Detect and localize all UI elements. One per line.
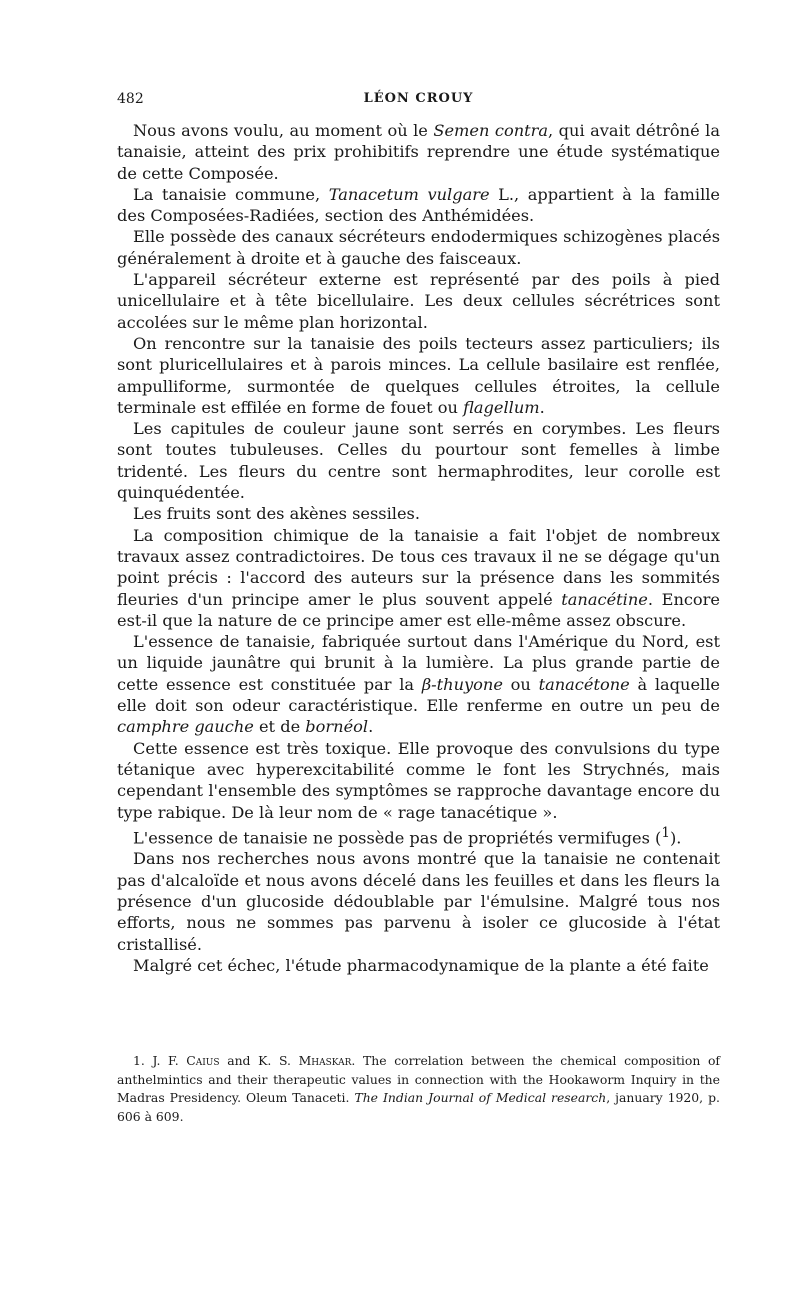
text-run: 1. J. F.	[133, 1053, 187, 1068]
text-run: Les capitules de couleur jaune sont serrés en corymbes. Les fleurs sont toutes tubuleuses. Celles du pourtour sont femelles à limbe tridenté. Les fleurs du centre sont hermaphrodites, leur corolle est quinquédentée.	[117, 419, 720, 503]
paragraph	[117, 269, 720, 333]
paragraph	[117, 631, 720, 737]
text-run: Nous avons voulu, au moment où le	[133, 121, 434, 140]
paragraph	[117, 955, 720, 976]
text-run: L., appartient à la famille des Composées-Radiées, section des Anthémidées.	[117, 184, 720, 226]
footnotes	[117, 1052, 720, 1127]
text-run: L'appareil sécréteur externe est représenté par des poils à pied unicellulaire et à tête bicellulaire. Les deux cellules sécrétrices sont accolées sur le même plan horizontal.	[117, 270, 720, 332]
paragraph	[117, 525, 720, 631]
text-run: ).	[669, 828, 682, 848]
paragraph	[117, 738, 720, 823]
footnote	[117, 1052, 720, 1127]
italic-text: bornéol	[305, 717, 369, 737]
footnote-ref: 1	[661, 824, 670, 841]
italic-text: camphre gauche	[117, 717, 254, 737]
italic-text: tanacétone	[538, 674, 630, 694]
paragraph	[117, 848, 720, 954]
text-run: L'essence de tanaisie ne possède pas de propriétés vermifuges (	[133, 828, 662, 848]
italic-text: β-thuyone	[421, 674, 503, 694]
author-name: Mhaskar	[298, 1053, 352, 1068]
italic-text: tanacétine	[561, 589, 648, 609]
text-run: Dans nos recherches nous avons montré que la tanaisie ne contenait pas d'alcaloïde et nous avons décelé dans les feuilles et dans les fleurs la présence d'un glucoside dédoublable par l'émulsine. Malgré tous nos efforts, nous ne sommes pas parvenu à isoler ce glucoside à l'état cristallisé.	[117, 849, 720, 954]
italic-text: Semen contra	[433, 121, 549, 140]
italic-text: flagellum	[463, 397, 540, 417]
italic-text: The Indian Journal of Medical research	[354, 1090, 607, 1106]
text-run: On rencontre sur la tanaisie des poils tecteurs assez particuliers; ils sont pluricellulaires et à parois minces. La cellule basilaire est renflée, ampulliforme, surmontée de quelques cellules étroites, la cellule terminale est effilée en forme de fouet ou	[117, 333, 720, 417]
text-run: and K. S.	[219, 1053, 299, 1068]
text-run: et de	[253, 717, 306, 737]
paragraph	[117, 226, 720, 269]
text-run: Malgré cet échec, l'étude pharmacodynamique de la plante a été faite	[133, 955, 709, 975]
text-run: à laquelle elle doit son odeur caractéristique. Elle renferme en outre un peu de	[117, 674, 720, 716]
text-run: , qui avait détrôné la tanaisie, atteint des prix prohibitifs reprendre une étude systématique de cette Composée.	[117, 121, 720, 183]
paragraph	[117, 184, 720, 227]
paragraph	[117, 503, 720, 524]
page-number: 482	[117, 91, 144, 107]
italic-text: Tanacetum vulgare	[328, 184, 490, 204]
text-run: .	[368, 717, 374, 737]
text-run: La tanaisie commune,	[133, 184, 329, 204]
text-run: , january 1920, p. 606 à 609.	[117, 1090, 720, 1125]
page-header	[117, 91, 720, 111]
text-run: Cette essence est très toxique. Elle provoque des convulsions du type tétanique avec hyperexcitabilité comme le font les Strychnés, mais cependant l'ensemble des symptômes se rapproche davantage encore du type rabique. De là leur nom de « rage tanacétique ».	[117, 738, 720, 822]
text-run: La composition chimique de la tanaisie a fait l'objet de nombreux travaux assez contradictoires. De tous ces travaux il ne se dégage qu'un point précis : l'accord des auteurs sur la présence dans les sommités fleuries d'un principe amer le plus souvent appelé	[117, 525, 720, 609]
text-run: .	[539, 397, 545, 417]
paragraph	[117, 333, 720, 418]
running-title: LÉON CROUY	[363, 91, 474, 106]
text-run: Elle possède des canaux sécréteurs endodermiques schizogènes placés généralement à droite et à gauche des faisceaux.	[117, 227, 720, 268]
text-run: . The correlation between the chemical composition of anthelmintics and their therapeutic values in connection with the Hookaworm Inquiry in the Madras Presidency. Oleum Tanaceti.	[117, 1053, 721, 1106]
paragraph	[117, 120, 720, 184]
text-run: L'essence de tanaisie, fabriquée surtout dans l'Amérique du Nord, est un liquide jaunâtre qui brunit à la lumière. La plus grande partie de cette essence est constituée par la	[117, 632, 720, 694]
text-run: . Encore est-il que la nature de ce principe amer est elle-même assez obscure.	[117, 589, 720, 630]
paragraph	[117, 418, 720, 503]
paragraph	[117, 823, 720, 849]
author-name: Caius	[186, 1053, 220, 1068]
text-run: ou	[502, 674, 539, 694]
body-text	[117, 120, 720, 976]
text-run: Les fruits sont des akènes sessiles.	[133, 504, 420, 524]
